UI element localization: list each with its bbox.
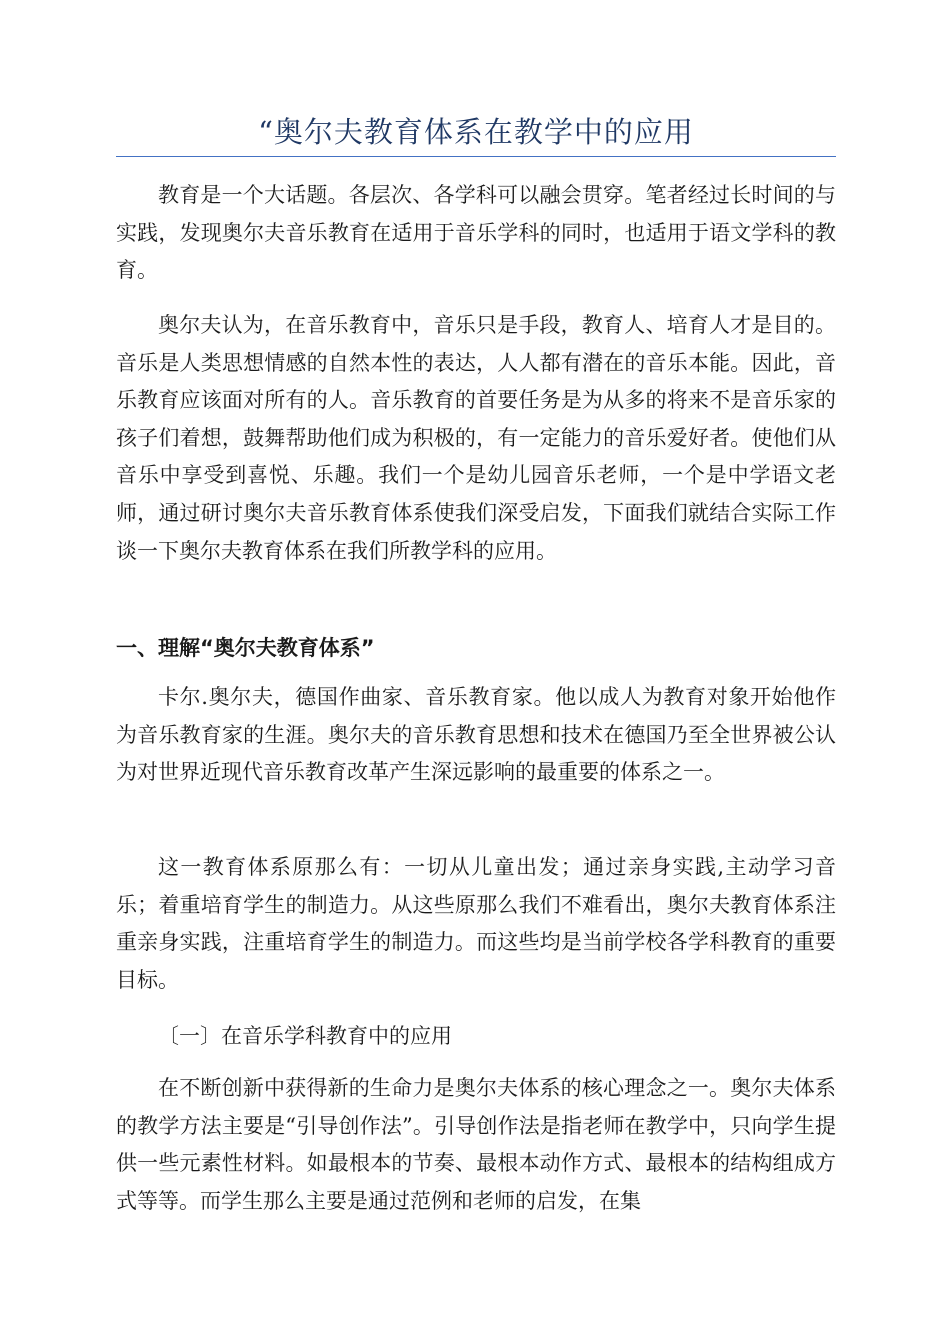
section-heading-1: 一、理解“奥尔夫教育体系” <box>116 636 375 660</box>
subsection-heading-1: 〔一〕在音乐学科教育中的应用 <box>158 1024 452 1048</box>
section1-paragraph-1: 卡尔.奥尔夫，德国作曲家、音乐教育家。他以成人为教育对象开始他作为音乐教育家的生涯。奥尔夫的音乐教育思想和技术在德国乃至全世界被公认为对世界近现代音乐教育改革产生深远影响的最重要的体系之一。 <box>116 685 836 785</box>
title-underline <box>116 156 836 157</box>
intro-paragraph-2: 奥尔夫认为，在音乐教育中，音乐只是手段，教育人、培育人才是目的。音乐是人类思想情感的自然本性的表达，人人都有潜在的音乐本能。因此，音乐教育应该面对所有的人。音乐教育的首要任务是为从多的将来不是音乐家的孩子们着想，鼓舞帮助他们成为积极的，有一定能力的音乐爱好者。使他们从音乐中享受到喜悦、乐趣。我们一个是幼儿园音乐老师，一个是中学语文老师，通过研讨奥尔夫音乐教育体系使我们深受启发，下面我们就结合实际工作谈一下奥尔夫教育体系在我们所教学科的应用。 <box>116 313 836 563</box>
document-title: “奥尔夫教育体系在教学中的应用 <box>258 115 694 149</box>
subsection-paragraph-1: 在不断创新中获得新的生命力是奥尔夫体系的核心理念之一。奥尔夫体系的教学方法主要是“引导创作法”。引导创作法是指老师在教学中，只向学生提供一些元素性材料。如最根本的节奏、最根本动作方式、最根本的结构组成方式等等。而学生那么主要是通过范例和老师的启发，在集 <box>116 1076 836 1213</box>
intro-paragraph-1: 教育是一个大话题。各层次、各学科可以融会贯穿。笔者经过长时间的与实践，发现奥尔夫音乐教育在适用于音乐学科的同时，也适用于语文学科的教育。 <box>116 183 836 283</box>
section1-paragraph-2: 这一教育体系原那么有：一切从儿童出发；通过亲身实践,主动学习音乐；着重培育学生的制造力。从这些原那么我们不难看出，奥尔夫教育体系注重亲身实践，注重培育学生的制造力。而这些均是当前学校各学科教育的重要目标。 <box>116 855 836 992</box>
